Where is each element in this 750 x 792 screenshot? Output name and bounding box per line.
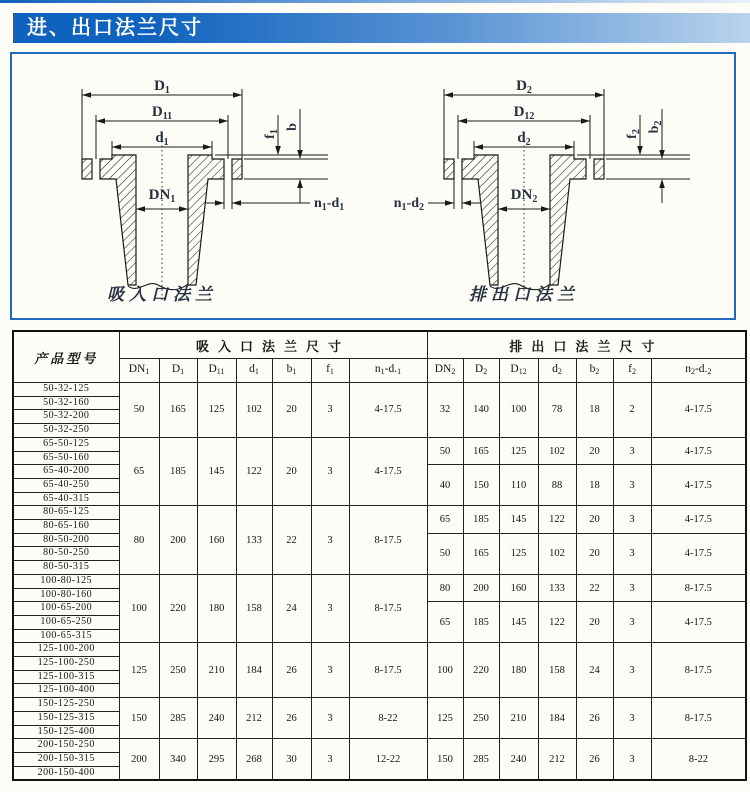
suction-value-cell: 26: [272, 698, 311, 739]
column-header: $D_1$: [159, 359, 197, 383]
column-header: $DN_1$: [119, 359, 159, 383]
suction-value-cell: 158: [236, 574, 272, 643]
discharge-value-cell: 125: [427, 698, 463, 739]
discharge-value-cell: 145: [499, 602, 538, 643]
discharge-value-cell: 50: [427, 533, 463, 574]
discharge-value-cell: 22: [576, 574, 613, 601]
suction-value-cell: 30: [272, 739, 311, 781]
discharge-value-cell: 8-17.5: [651, 574, 746, 601]
product-model-cell: 100-65-315: [13, 629, 119, 643]
discharge-value-cell: 3: [613, 643, 651, 698]
discharge-value-cell: 65: [427, 602, 463, 643]
discharge-value-cell: 150: [427, 739, 463, 781]
discharge-value-cell: 88: [538, 465, 576, 506]
product-model-header: 产品型号: [13, 331, 119, 383]
product-model-cell: 80-65-160: [13, 520, 119, 534]
suction-value-cell: 65: [119, 437, 159, 506]
product-model-cell: 100-80-160: [13, 588, 119, 602]
discharge-value-cell: 122: [538, 602, 576, 643]
dimension-label: $d_2$: [517, 130, 531, 148]
bore-label: $DN_1$: [148, 187, 176, 205]
page-title-bar: [13, 13, 750, 43]
discharge-value-cell: 80: [427, 574, 463, 601]
diagram-caption: 吸入口法兰: [107, 285, 217, 304]
suction-value-cell: 8-17.5: [349, 574, 427, 643]
discharge-value-cell: 210: [499, 698, 538, 739]
bolt-holes-label: $n_1-d_1$: [314, 196, 345, 213]
discharge-value-cell: 4-17.5: [651, 465, 746, 506]
discharge-value-cell: 26: [576, 698, 613, 739]
suction-value-cell: 200: [119, 739, 159, 781]
column-header: $b_2$: [576, 359, 613, 383]
table-header-row: [13, 331, 746, 359]
suction-value-cell: 100: [119, 574, 159, 643]
diagram-caption: 排出口法兰: [469, 285, 579, 304]
product-model-cell: 100-65-200: [13, 602, 119, 616]
suction-value-cell: 220: [159, 574, 197, 643]
discharge-value-cell: 4-17.5: [651, 533, 746, 574]
suction-value-cell: 185: [159, 437, 197, 506]
discharge-value-cell: 184: [538, 698, 576, 739]
discharge-value-cell: 185: [463, 602, 499, 643]
discharge-group-header: 排出口法兰尺寸: [427, 331, 746, 359]
suction-value-cell: 3: [311, 383, 349, 438]
suction-value-cell: 102: [236, 383, 272, 438]
discharge-value-cell: 125: [499, 533, 538, 574]
column-header: $D_{12}$: [499, 359, 538, 383]
discharge-value-cell: 100: [499, 383, 538, 438]
discharge-value-cell: 8-17.5: [651, 643, 746, 698]
discharge-value-cell: 150: [463, 465, 499, 506]
product-model-cell: 150-125-400: [13, 725, 119, 739]
suction-value-cell: 165: [159, 383, 197, 438]
discharge-value-cell: 18: [576, 383, 613, 438]
discharge-value-cell: 133: [538, 574, 576, 601]
discharge-value-cell: 24: [576, 643, 613, 698]
suction-value-cell: 210: [197, 643, 236, 698]
discharge-value-cell: 102: [538, 437, 576, 464]
suction-value-cell: 22: [272, 506, 311, 575]
discharge-value-cell: 125: [499, 437, 538, 464]
suction-value-cell: 122: [236, 437, 272, 506]
product-model-cell: 200-150-400: [13, 766, 119, 780]
discharge-value-cell: 110: [499, 465, 538, 506]
suction-value-cell: 145: [197, 437, 236, 506]
discharge-value-cell: 78: [538, 383, 576, 438]
discharge-value-cell: 65: [427, 506, 463, 533]
discharge-value-cell: 200: [463, 574, 499, 601]
discharge-value-cell: 220: [463, 643, 499, 698]
suction-value-cell: 250: [159, 643, 197, 698]
column-header: $d_2$: [538, 359, 576, 383]
discharge-value-cell: 212: [538, 739, 576, 781]
discharge-flange-diagram: [374, 55, 734, 317]
table-row: [13, 574, 746, 588]
suction-group-header: 吸入口法兰尺寸: [119, 331, 427, 359]
column-header: $b_1$: [272, 359, 311, 383]
product-model-cell: 50-32-125: [13, 383, 119, 397]
discharge-value-cell: 8-17.5: [651, 698, 746, 739]
dimension-label: $D_1$: [154, 78, 170, 96]
discharge-value-cell: 8-22: [651, 739, 746, 781]
product-model-cell: 150-125-250: [13, 698, 119, 712]
product-model-cell: 80-50-250: [13, 547, 119, 561]
product-model-cell: 100-65-250: [13, 615, 119, 629]
suction-value-cell: 125: [119, 643, 159, 698]
dimension-label: $D_{12}$: [513, 104, 535, 122]
product-model-cell: 65-40-315: [13, 492, 119, 506]
suction-value-cell: 180: [197, 574, 236, 643]
product-model-cell: 100-80-125: [13, 574, 119, 588]
suction-value-cell: 3: [311, 437, 349, 506]
suction-value-cell: 8-17.5: [349, 643, 427, 698]
product-model-cell: 200-150-250: [13, 739, 119, 753]
suction-value-cell: 20: [272, 437, 311, 506]
table-row: [13, 437, 746, 451]
bore-label: $DN_2$: [510, 187, 538, 205]
discharge-value-cell: 4-17.5: [651, 383, 746, 438]
dimension-label: $D_{11}$: [151, 104, 173, 122]
discharge-value-cell: 3: [613, 602, 651, 643]
discharge-value-cell: 3: [613, 574, 651, 601]
thickness-label: $b_2$: [647, 120, 664, 134]
column-header: $d_1$: [236, 359, 272, 383]
suction-value-cell: 212: [236, 698, 272, 739]
discharge-value-cell: 100: [427, 643, 463, 698]
discharge-value-cell: 3: [613, 533, 651, 574]
product-model-cell: 125-100-200: [13, 643, 119, 657]
suction-value-cell: 8-17.5: [349, 506, 427, 575]
discharge-value-cell: 185: [463, 506, 499, 533]
discharge-value-cell: 160: [499, 574, 538, 601]
bolt-holes-label: $n_1-d_2$: [393, 196, 424, 213]
suction-value-cell: 8-22: [349, 698, 427, 739]
suction-value-cell: 3: [311, 643, 349, 698]
product-model-cell: 65-40-250: [13, 478, 119, 492]
discharge-value-cell: 20: [576, 602, 613, 643]
product-model-cell: 50-32-200: [13, 410, 119, 424]
product-model-cell: 65-50-125: [13, 437, 119, 451]
product-model-cell: 125-100-250: [13, 657, 119, 671]
discharge-value-cell: 20: [576, 437, 613, 464]
suction-value-cell: 285: [159, 698, 197, 739]
table-row: [13, 698, 746, 712]
raised-height-label: $f_2$: [625, 129, 642, 139]
suction-value-cell: 200: [159, 506, 197, 575]
discharge-value-cell: 158: [538, 643, 576, 698]
product-model-cell: 65-50-160: [13, 451, 119, 465]
column-header: $f_1$: [311, 359, 349, 383]
dimension-label: $d_1$: [155, 130, 169, 148]
suction-value-cell: 240: [197, 698, 236, 739]
discharge-value-cell: 240: [499, 739, 538, 781]
suction-value-cell: 295: [197, 739, 236, 781]
product-model-cell: 200-150-315: [13, 752, 119, 766]
discharge-value-cell: 32: [427, 383, 463, 438]
suction-value-cell: 3: [311, 739, 349, 781]
suction-value-cell: 3: [311, 574, 349, 643]
discharge-value-cell: 165: [463, 437, 499, 464]
suction-value-cell: 12-22: [349, 739, 427, 781]
suction-value-cell: 150: [119, 698, 159, 739]
discharge-value-cell: 4-17.5: [651, 506, 746, 533]
column-header: $D_2$: [463, 359, 499, 383]
discharge-value-cell: 145: [499, 506, 538, 533]
thickness-label: b: [285, 123, 300, 131]
discharge-value-cell: 122: [538, 506, 576, 533]
discharge-value-cell: 165: [463, 533, 499, 574]
discharge-value-cell: 180: [499, 643, 538, 698]
product-model-cell: 150-125-315: [13, 711, 119, 725]
table-row: [13, 506, 746, 520]
suction-value-cell: 80: [119, 506, 159, 575]
product-model-cell: 50-32-250: [13, 424, 119, 438]
discharge-value-cell: 102: [538, 533, 576, 574]
discharge-value-cell: 3: [613, 698, 651, 739]
discharge-value-cell: 50: [427, 437, 463, 464]
discharge-value-cell: 3: [613, 739, 651, 781]
discharge-value-cell: 3: [613, 506, 651, 533]
column-header: $n_2-d._2$: [651, 359, 746, 383]
table-subheader-row: [13, 359, 746, 383]
discharge-value-cell: 20: [576, 506, 613, 533]
suction-value-cell: 3: [311, 698, 349, 739]
suction-value-cell: 50: [119, 383, 159, 438]
discharge-value-cell: 3: [613, 465, 651, 506]
discharge-value-cell: 4-17.5: [651, 602, 746, 643]
discharge-value-cell: 285: [463, 739, 499, 781]
product-model-cell: 125-100-315: [13, 670, 119, 684]
product-model-cell: 80-65-125: [13, 506, 119, 520]
suction-value-cell: 268: [236, 739, 272, 781]
discharge-value-cell: 26: [576, 739, 613, 781]
suction-value-cell: 4-17.5: [349, 437, 427, 506]
discharge-value-cell: 20: [576, 533, 613, 574]
dimension-label: $D_2$: [516, 78, 532, 96]
discharge-value-cell: 3: [613, 437, 651, 464]
discharge-value-cell: 2: [613, 383, 651, 438]
suction-value-cell: 4-17.5: [349, 383, 427, 438]
column-header: $D_{11}$: [197, 359, 236, 383]
product-model-cell: 80-50-315: [13, 561, 119, 575]
suction-value-cell: 20: [272, 383, 311, 438]
table-row: [13, 383, 746, 397]
discharge-value-cell: 250: [463, 698, 499, 739]
table-row: [13, 739, 746, 753]
suction-value-cell: 184: [236, 643, 272, 698]
discharge-value-cell: 18: [576, 465, 613, 506]
raised-height-label: $f_1$: [263, 129, 280, 139]
suction-value-cell: 3: [311, 506, 349, 575]
suction-value-cell: 24: [272, 574, 311, 643]
column-header: $n_1-d._1$: [349, 359, 427, 383]
top-accent-line: [0, 0, 750, 3]
suction-value-cell: 160: [197, 506, 236, 575]
column-header: $f_2$: [613, 359, 651, 383]
suction-value-cell: 125: [197, 383, 236, 438]
product-model-cell: 125-100-400: [13, 684, 119, 698]
table-row: [13, 643, 746, 657]
page-title: 进、出口法兰尺寸: [27, 17, 203, 39]
flange-diagram-panel: [10, 52, 736, 320]
suction-value-cell: 26: [272, 643, 311, 698]
product-model-cell: 80-50-200: [13, 533, 119, 547]
discharge-value-cell: 40: [427, 465, 463, 506]
column-header: $DN_2$: [427, 359, 463, 383]
suction-value-cell: 340: [159, 739, 197, 781]
product-model-cell: 65-40-200: [13, 465, 119, 479]
suction-value-cell: 133: [236, 506, 272, 575]
discharge-value-cell: 4-17.5: [651, 437, 746, 464]
product-model-cell: 50-32-160: [13, 396, 119, 410]
discharge-value-cell: 140: [463, 383, 499, 438]
flange-dimensions-table: [12, 330, 747, 781]
suction-flange-diagram: [12, 55, 372, 317]
